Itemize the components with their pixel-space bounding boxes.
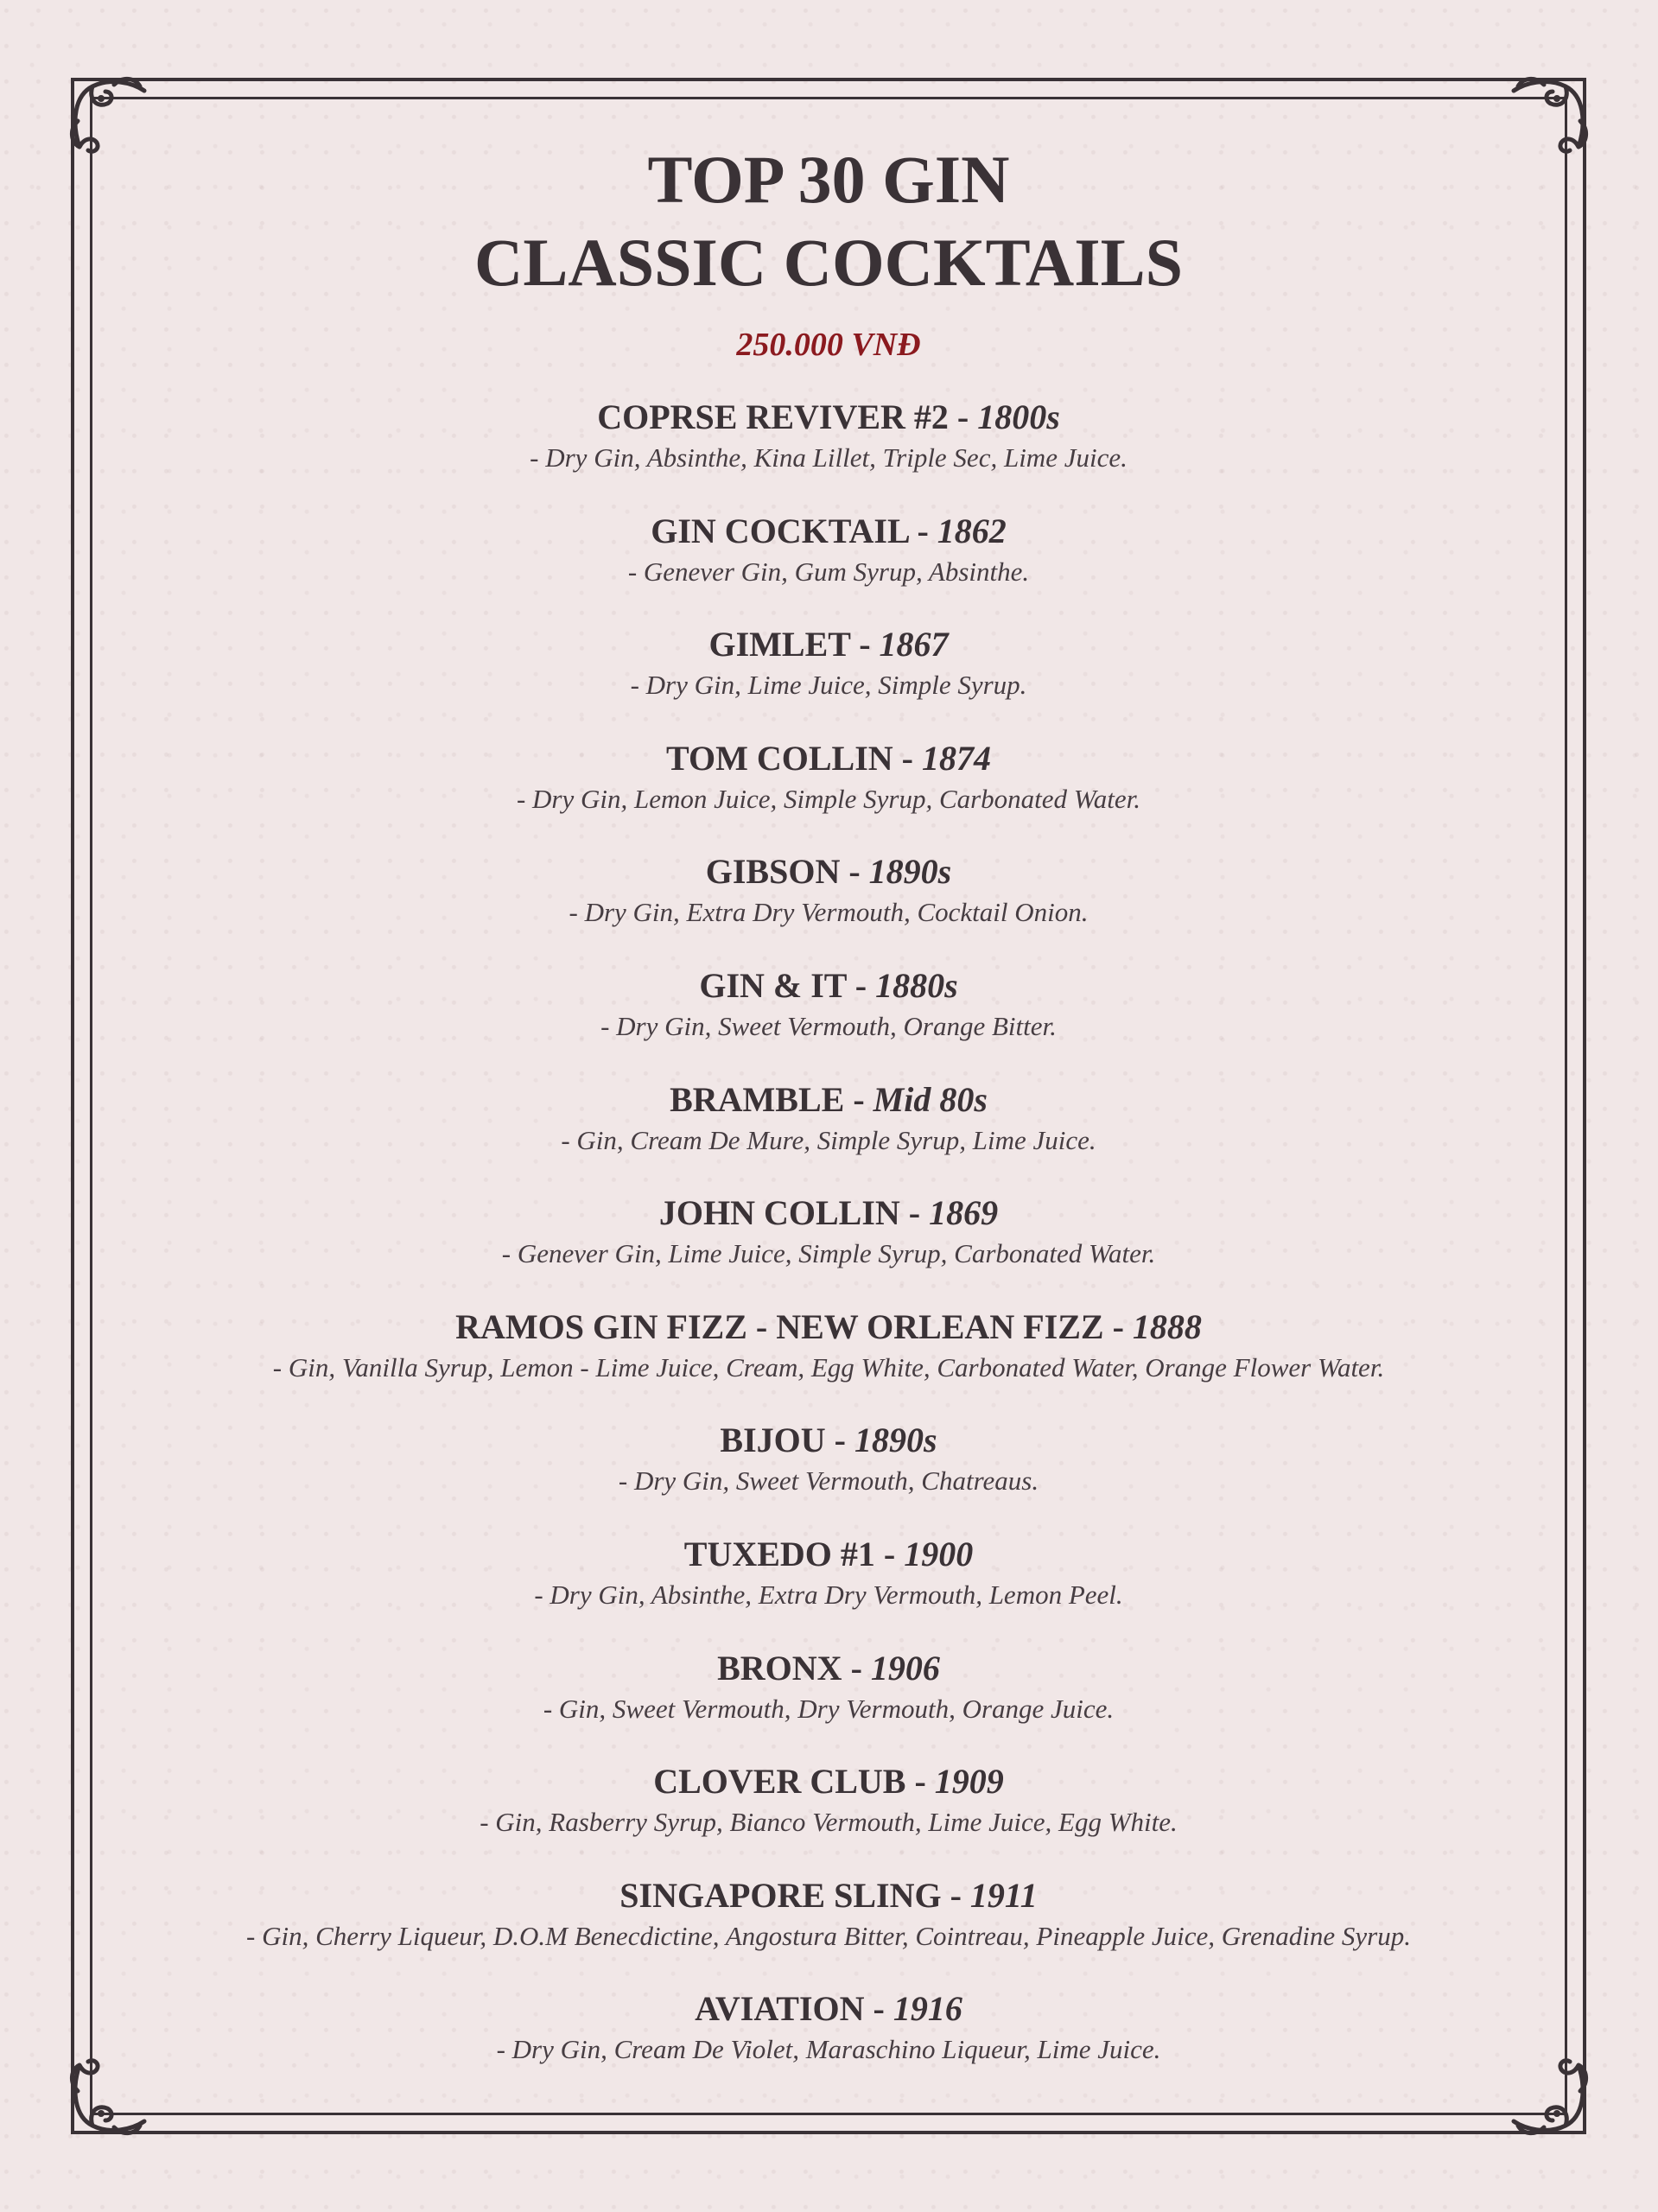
cocktail-year: 1862	[937, 511, 1007, 550]
cocktail-ingredients: - Gin, Vanilla Syrup, Lemon - Lime Juice, Cream, Egg White, Carbonated Water, Orange Flower Water.	[272, 1351, 1385, 1382]
cocktail-year: 1916	[893, 1989, 962, 2029]
list-item	[90, 496, 1567, 610]
price-label: 250.000 VNĐ	[736, 327, 921, 363]
title-line-2: CLASSIC COCKTAILS	[474, 225, 1183, 300]
list-item	[90, 382, 1567, 496]
cocktail-ingredients: - Dry Gin, Absinthe, Kina Lillet, Triple Sec, Lime Juice.	[530, 442, 1128, 473]
cocktail-title	[90, 1746, 1567, 1805]
list-item	[90, 1405, 1567, 1519]
cocktail-list	[90, 382, 1567, 2088]
cocktail-name: TUXEDO #1 -	[683, 1534, 905, 1573]
cocktail-year: 1890s	[854, 1421, 937, 1460]
cocktail-name: BRAMBLE -	[670, 1079, 873, 1119]
cocktail-year: 1800s	[977, 397, 1060, 436]
cocktail-name: AVIATION -	[695, 1989, 893, 2029]
cocktail-ingredients: - Dry Gin, Extra Dry Vermouth, Cocktail Onion.	[569, 897, 1089, 928]
cocktail-ingredients: - Dry Gin, Absinthe, Extra Dry Vermouth, Lemon Peel.	[534, 1579, 1123, 1610]
cocktail-title	[90, 1974, 1567, 2032]
cocktail-year: 1880s	[875, 965, 958, 1005]
cocktail-title	[90, 1519, 1567, 1578]
list-item	[90, 1746, 1567, 1860]
cocktail-ingredients: - Dry Gin, Sweet Vermouth, Chatreaus.	[618, 1465, 1039, 1497]
list-item	[90, 723, 1567, 837]
cocktail-name: GIN COCKTAIL -	[651, 511, 937, 550]
cocktail-year: 1909	[934, 1762, 1004, 1802]
cocktail-year: 1890s	[868, 852, 952, 892]
cocktail-name: GIN & IT -	[699, 965, 876, 1005]
cocktail-year: Mid 80s	[873, 1079, 988, 1119]
cocktail-ingredients: - Dry Gin, Lemon Juice, Simple Syrup, Carbonated Water.	[516, 783, 1141, 814]
cocktail-ingredients: - Genever Gin, Lime Juice, Simple Syrup, Carbonated Water.	[501, 1238, 1156, 1269]
cocktail-ingredients: - Gin, Rasberry Syrup, Bianco Vermouth, Lime Juice, Egg White.	[480, 1807, 1178, 1838]
cocktail-title	[90, 1178, 1567, 1236]
cocktail-year: 1874	[921, 738, 991, 778]
cocktail-title	[90, 1860, 1567, 1919]
cocktail-ingredients: - Dry Gin, Cream De Violet, Maraschino Liqueur, Lime Juice.	[496, 2034, 1161, 2065]
cocktail-title	[90, 609, 1567, 668]
cocktail-title	[90, 950, 1567, 1009]
cocktail-ingredients: - Gin, Cream De Mure, Simple Syrup, Lime Juice.	[561, 1124, 1096, 1155]
title-line-1: TOP 30 GIN	[647, 142, 1010, 217]
cocktail-title	[90, 1633, 1567, 1692]
cocktail-name: GIMLET -	[708, 625, 880, 664]
cocktail-ingredients: - Dry Gin, Sweet Vermouth, Orange Bitter.	[600, 1010, 1057, 1041]
cocktail-title	[90, 836, 1567, 895]
cocktail-name: RAMOS GIN FIZZ - NEW ORLEAN FIZZ -	[455, 1306, 1133, 1346]
cocktail-name: JOHN COLLIN -	[658, 1193, 930, 1233]
cocktail-year: 1888	[1132, 1306, 1202, 1346]
cocktail-name: TOM COLLIN -	[666, 738, 922, 778]
list-item	[90, 1065, 1567, 1179]
list-item	[90, 1178, 1567, 1292]
list-item	[90, 1633, 1567, 1747]
cocktail-title	[90, 382, 1567, 441]
cocktail-title	[90, 1065, 1567, 1123]
menu-content	[90, 138, 1567, 2088]
page-title	[90, 138, 1567, 304]
cocktail-ingredients: - Gin, Sweet Vermouth, Dry Vermouth, Orange Juice.	[543, 1693, 1115, 1724]
list-item	[90, 609, 1567, 723]
cocktail-name: BRONX -	[717, 1648, 871, 1688]
cocktail-year: 1911	[969, 1875, 1038, 1915]
cocktail-title	[90, 1405, 1567, 1464]
cocktail-title	[90, 496, 1567, 555]
cocktail-year: 1867	[879, 625, 949, 664]
list-item	[90, 1860, 1567, 1974]
list-item	[90, 1292, 1567, 1406]
cocktail-year: 1900	[904, 1534, 974, 1573]
cocktail-name: COPRSE REVIVER #2 -	[597, 397, 978, 436]
cocktail-year: 1869	[929, 1193, 999, 1233]
cocktail-title	[90, 1292, 1567, 1351]
cocktail-ingredients: - Dry Gin, Lime Juice, Simple Syrup.	[630, 670, 1027, 701]
cocktail-name: CLOVER CLUB -	[653, 1762, 935, 1802]
cocktail-ingredients: - Genever Gin, Gum Syrup, Absinthe.	[627, 556, 1030, 587]
cocktail-title	[90, 723, 1567, 782]
cocktail-name: BIJOU -	[720, 1421, 854, 1460]
cocktail-ingredients: - Gin, Cherry Liqueur, D.O.M Benecdictine, Angostura Bitter, Cointreau, Pineapple Juice, Grenadine Syrup.	[246, 1920, 1411, 1951]
cocktail-name: GIBSON -	[705, 852, 869, 892]
cocktail-year: 1906	[870, 1648, 940, 1688]
cocktail-name: SINGAPORE SLING -	[619, 1875, 970, 1915]
list-item	[90, 1974, 1567, 2088]
list-item	[90, 836, 1567, 950]
list-item	[90, 1519, 1567, 1633]
list-item	[90, 950, 1567, 1065]
